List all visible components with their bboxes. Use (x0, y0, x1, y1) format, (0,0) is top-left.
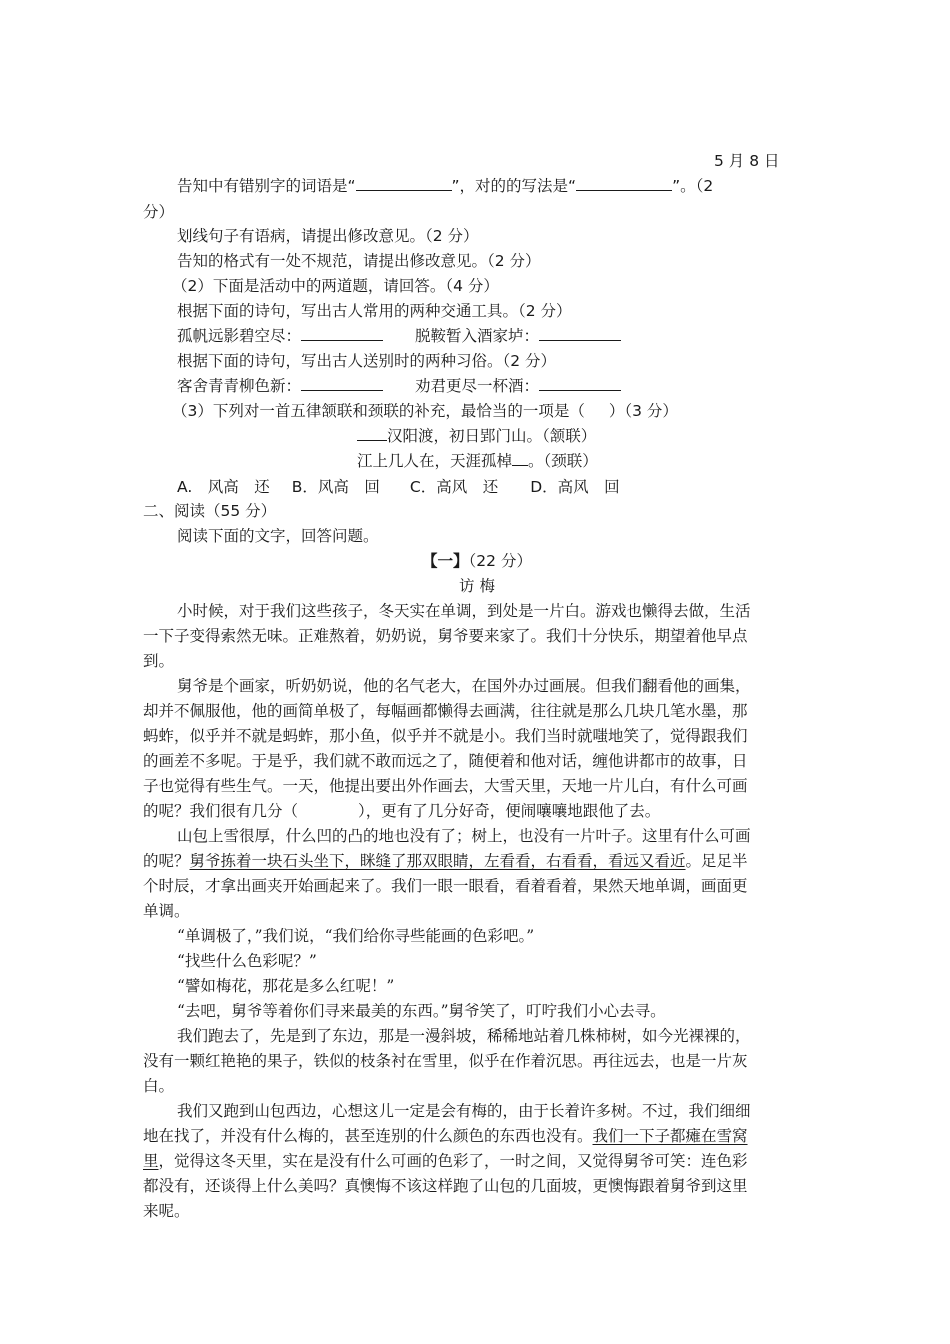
question-typo-cont: 分） (143, 203, 175, 221)
poem-line: 江上几人在，天涯孤棹 (357, 452, 513, 470)
essay-line: 来呢。 (143, 1202, 190, 1220)
essay-line (143, 1124, 811, 1148)
passage-header (143, 549, 811, 573)
question-text: 告知中有错别字的词语是“ (177, 177, 356, 195)
date-label: 5 月 8 日 (714, 152, 780, 170)
poem-line: 客舍青青柳色新： (177, 377, 302, 395)
answer-options (177, 475, 811, 499)
essay-line: 子也觉得有些生气。一天，他提出要出外作画去，大雪天里，天地一片儿白，有什么可画 (143, 777, 748, 795)
couplet-line-2 (357, 449, 757, 473)
question-typo (177, 174, 811, 198)
essay-line: 一下子变得索然无味。正难熬着，奶奶说，舅爷要来家了。我们十分快乐，期望着他早点 (143, 627, 748, 645)
essay-line: 到。 (143, 652, 175, 670)
poem-line: 孤帆远影碧空尽： (177, 327, 302, 345)
poem-line: 脱鞍暂入酒家垆： (415, 327, 540, 345)
essay-line: 小时候，对于我们这些孩子，冬天实在单调，到处是一片白。游戏也懒得去做，生活 (177, 602, 751, 620)
answer-blank[interactable] (356, 175, 452, 191)
option-a[interactable]: A. 风高 还 (177, 478, 270, 496)
option-d[interactable]: D．高风 回 (530, 478, 620, 496)
essay-text: 。足足半 (685, 852, 748, 870)
essay-line: 蚂蚱，似乎并不就是蚂蚱，那小鱼，似乎并不就是小。我们当时就嗤地笑了，觉得跟我们 (143, 727, 748, 745)
option-c[interactable]: C．高风 还 (409, 478, 499, 496)
question-text: （3）下列对一首五律颔联和颈联的补充，最恰当的一项是（ (172, 402, 585, 420)
dialogue-line: “譬如梅花，那花是多么红呢！” (177, 977, 395, 995)
essay-text: ，觉得这冬天里，实在是没有什么可画的色彩了，一时之间，又觉得舅爷可笑：连色彩 (158, 1152, 748, 1170)
couplet-line-1 (357, 424, 757, 448)
essay-line: 白。 (143, 1077, 175, 1095)
answer-blank[interactable] (539, 375, 621, 391)
answer-blank[interactable] (301, 375, 383, 391)
essay-line: 舅爷是个画家，听奶奶说，他的名气老大，在国外办过画展。但我们翻看他的画集， (177, 677, 751, 695)
question-text: ”，对的的写法是“ (451, 177, 577, 195)
answer-blank[interactable] (512, 450, 528, 466)
essay-text: 的呢？我们很有几分（ (143, 802, 299, 820)
essay-text: 地在找了，并没有什么梅的，甚至连别的什么颜色的东西也没有。 (143, 1127, 593, 1145)
option-b[interactable]: B．风高 回 (291, 478, 380, 496)
question-grammar: 划线句子有语病，请提出修改意见。（2 分） (177, 227, 479, 245)
essay-line: 我们又跑到山包西边，心想这儿一定是会有梅的，由于长着许多树。不过，我们细细 (177, 1102, 751, 1120)
dialogue-line: “找些什么色彩呢？” (177, 952, 317, 970)
passage-number: 【一】 (422, 552, 469, 570)
poem-line-pair-1 (177, 324, 811, 348)
underlined-sentence: 里 (143, 1152, 159, 1170)
dialogue-line: “单调极了，”我们说，“我们给你寻些能画的色彩吧。” (177, 927, 535, 945)
question-2-heading: （2）下面是活动中的两道题，请回答。（4 分） (172, 277, 499, 295)
essay-line: 却并不佩服他，他的画简单极了，每幅画都懒得去画满，往往就是那么几块几笔水墨，那 (143, 702, 748, 720)
question-3-heading (172, 399, 840, 423)
essay-line: 山包上雪很厚，什么凹的凸的地也没有了；树上，也没有一片叶子。这里有什么可画 (177, 827, 751, 845)
question-text: ）（3 分） (608, 402, 678, 420)
essay-line: 都没有，还谈得上什么美吗？真懊悔不该这样跑了山包的几面坡，更懊悔跟着舅爷到这里 (143, 1177, 748, 1195)
essay-line: 单调。 (143, 902, 190, 920)
poem-line-pair-2 (177, 374, 811, 398)
answer-blank[interactable] (576, 175, 672, 191)
answer-blank[interactable] (301, 325, 383, 341)
essay-title: 访 梅 (459, 577, 495, 595)
question-text: ”。（2 (672, 177, 714, 195)
answer-blank[interactable] (357, 425, 387, 441)
dialogue-line: “去吧，舅爷等着你们寻来最美的东西。”舅爷笑了，叮咛我们小心去寻。 (177, 1002, 666, 1020)
question-2-task-2: 根据下面的诗句，写出古人送别时的两种习俗。（2 分） (177, 352, 557, 370)
essay-line (143, 849, 811, 873)
essay-text: ），更有了几分好奇，便闹嚷嚷地跟他了去。 (358, 802, 661, 820)
underlined-sentence: 舅爷拣着一块石头坐下，眯缝了那双眼睛，左看看，右看看，看远又看近 (189, 852, 686, 870)
essay-line: 没有一颗红艳艳的果子，铁似的枝条衬在雪里，似乎在作着沉思。再往远去，也是一片灰 (143, 1052, 748, 1070)
poem-line: 劝君更尽一杯酒： (415, 377, 540, 395)
answer-blank[interactable] (539, 325, 621, 341)
question-2-task-1: 根据下面的诗句，写出古人常用的两种交通工具。（2 分） (177, 302, 572, 320)
essay-text: 的呢？ (143, 852, 190, 870)
reading-instruction: 阅读下面的文字，回答问题。 (177, 527, 379, 545)
essay-line: 我们跑去了，先是到了东边，那是一漫斜坡，稀稀地站着几株柿树，如今光裸裸的， (177, 1027, 751, 1045)
essay-line (143, 799, 811, 823)
question-format: 告知的格式有一处不规范，请提出修改意见。（2 分） (177, 252, 541, 270)
essay-line (143, 1149, 811, 1173)
essay-line: 的画差不多呢。于是乎，我们就不敢而远之了，随便着和他对话，缠他讲都市的故事，日 (143, 752, 748, 770)
underlined-sentence: 我们一下子都瘫在雪窝 (592, 1127, 748, 1145)
essay-line: 个时辰，才拿出画夹开始画起来了。我们一眼一眼看，看着看着，果然天地单调，画面更 (143, 877, 748, 895)
section-2-title: 二、阅读（55 分） (143, 502, 277, 520)
poem-line: 。（颈联） (528, 452, 598, 470)
passage-score: （22 分） (468, 552, 532, 570)
poem-line: 汉阳渡，初日郢门山。（颔联） (387, 427, 597, 445)
